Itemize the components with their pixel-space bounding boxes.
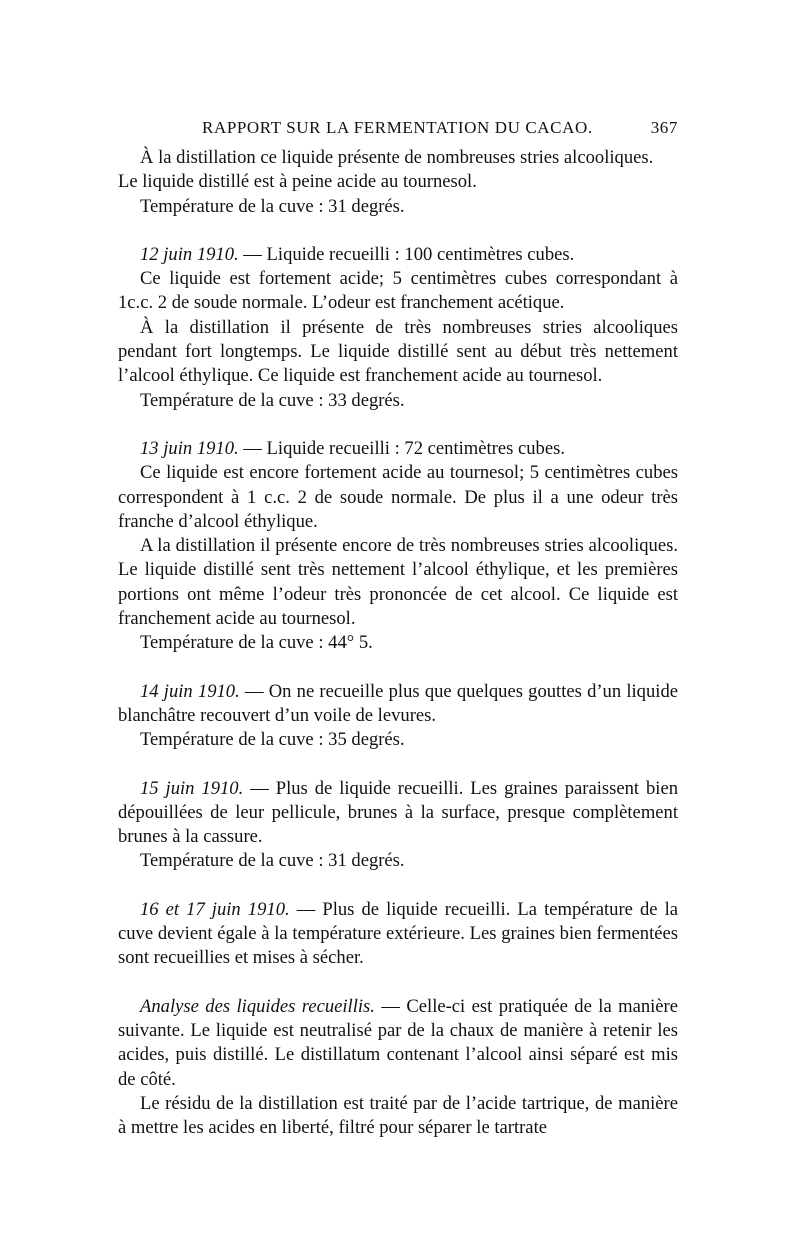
entry-heading-text: — Liquide recueilli : 72 centimètres cubes. <box>238 437 565 459</box>
temperature-line: Température de la cuve : 31 degrés. <box>140 850 405 872</box>
temperature-line: Température de la cuve : 35 degrés. <box>140 729 405 751</box>
temperature-line: Température de la cuve : 31 degrés. <box>140 195 405 217</box>
entry-date: 14 juin 1910. <box>140 680 240 702</box>
running-title: RAPPORT SUR LA FERMENTATION DU CACAO. <box>202 118 593 137</box>
entry-date: 15 juin 1910. <box>140 777 244 799</box>
entry-heading <box>118 898 678 971</box>
entry-heading-text: — Liquide recueilli : 100 centimètres cubes. <box>238 243 575 265</box>
temperature-line: Température de la cuve : 33 degrés. <box>140 389 405 411</box>
opening-section <box>118 146 678 219</box>
entry-13-juin <box>118 437 678 656</box>
entry-14-juin <box>118 680 678 753</box>
entry-12-juin <box>118 243 678 413</box>
entry-heading-text: — Plus de liquide recueilli. La température de la cuve devient égale à la température extérieure. Les graines bien fermentées sont recueillies et mises à sécher. <box>118 898 678 969</box>
paragraph: A la distillation il présente encore de très nombreuses stries alcooliques. Le liquide distillé sent très nettement l’alcool éthylique, et les premières portions ont même l’odeur très prononcée de cet alcool. Ce liquide est franchement acide au tournesol. <box>118 535 678 630</box>
entry-heading-text: — On ne recueille plus que quelques gouttes d’un liquide blanchâtre recouvert d’un voile de levures. <box>118 680 678 726</box>
page-number: 367 <box>650 118 678 137</box>
paragraph: À la distillation ce liquide présente de nombreuses stries alcooliques. <box>140 147 654 168</box>
entry-15-juin <box>118 777 678 874</box>
entry-heading-text: — Plus de liquide recueilli. Les graines paraissent bien dépouillées de leur pellicule, brunes à la surface, presque complètement brunes à la cassure. <box>118 777 679 848</box>
analysis-section <box>118 995 678 1141</box>
entry-heading <box>118 777 678 850</box>
page-header <box>118 118 678 140</box>
entry-heading <box>118 437 678 461</box>
entry-16-17-juin <box>118 898 678 971</box>
body-text <box>118 146 678 1140</box>
analysis-text: — Celle-ci est pratiquée de la manière suivante. Le liquide est neutralisé par de la chaux de manière à retenir les acides, puis distillé. Le distillatum contenant l’alcool ainsi séparé est mis de côté. <box>118 995 678 1090</box>
paragraph: Le résidu de la distillation est traité par de l’acide tartrique, de manière à mettre les acides en liberté, filtré pour séparer le tartrate <box>118 1092 678 1139</box>
entry-heading <box>118 680 678 729</box>
temperature-line: Température de la cuve : 44° 5. <box>140 632 373 654</box>
paragraph: À la distillation il présente de très nombreuses stries alcooliques pendant fort longtemps. Le liquide distillé sent au début très nettement l’alcool éthylique. Ce liquide est franchement acide au tournesol. <box>118 316 678 387</box>
paragraph: Le liquide distillé est à peine acide au tournesol. <box>118 171 477 193</box>
paragraph: Ce liquide est fortement acide; 5 centimètres cubes correspondant à 1c.c. 2 de soude normale. L’odeur est franchement acétique. <box>118 268 678 314</box>
entry-heading <box>118 243 678 267</box>
entry-date: 12 juin 1910. <box>140 243 239 265</box>
section-label: Analyse des liquides recueillis. <box>140 995 375 1017</box>
entry-date: 16 et 17 juin 1910. <box>140 898 290 920</box>
paragraph: Ce liquide est encore fortement acide au tournesol; 5 centimètres cubes correspondent à 1 c.c. 2 de soude normale. De plus il a une odeur très franche d’alcool éthylique. <box>118 462 678 532</box>
book-page <box>118 118 678 1140</box>
analysis-heading <box>118 995 678 1092</box>
entry-date: 13 juin 1910. <box>140 437 239 459</box>
